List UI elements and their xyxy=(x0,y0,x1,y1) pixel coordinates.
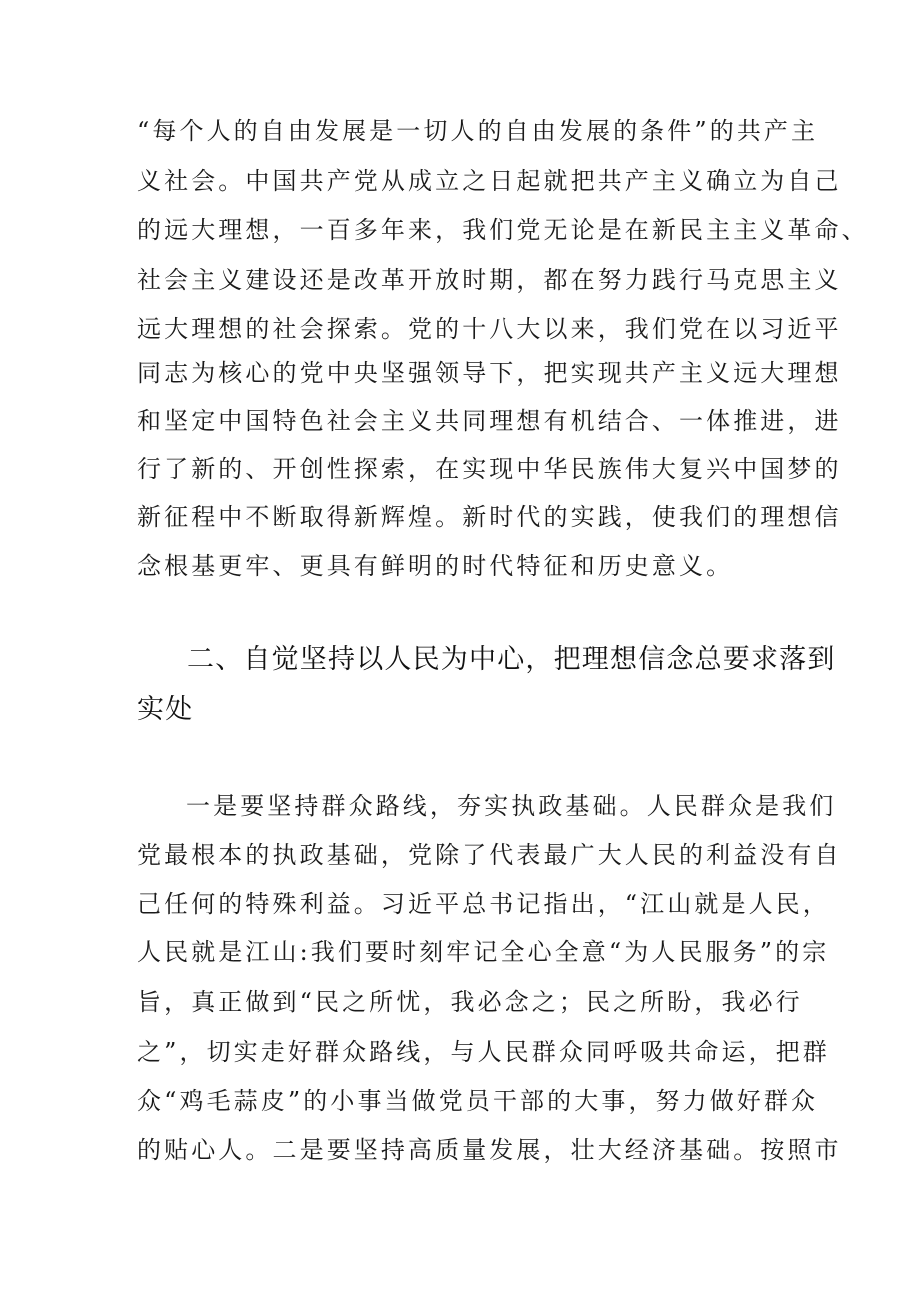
paragraph-line: 党最根本的执政基础，党除了代表最广大人民的利益没有自 xyxy=(137,841,842,869)
section-heading-line-2: 实处 xyxy=(137,694,194,725)
paragraph-line: 新征程中不断取得新辉煌。新时代的实践，使我们的理想信 xyxy=(137,503,842,531)
paragraph-line: 的远大理想，一百多年来，我们党无论是在新民主主义革命、 xyxy=(137,216,869,244)
paragraph-line: 人民就是江山:我们要时刻牢记全心全意“为人民服务”的宗 xyxy=(137,938,830,966)
paragraph-line: 旨，真正做到“民之所忧，我必念之；民之所盼，我必行 xyxy=(137,988,803,1016)
paragraph-line: 众“鸡毛蒜皮”的小事当做党员干部的大事，努力做好群众 xyxy=(137,1087,819,1115)
paragraph-line: 远大理想的社会探索。党的十八大以来，我们党在以习近平 xyxy=(137,315,842,343)
paragraph-line: 行了新的、开创性探索，在实现中华民族伟大复兴中国梦的 xyxy=(137,455,842,483)
paragraph-line: 之”，切实走好群众路线，与人民群众同呼吸共命运，把群 xyxy=(137,1038,830,1066)
paragraph-line: 己任何的特殊利益。习近平总书记指出，“江山就是人民， xyxy=(137,890,830,918)
paragraph-line: “每个人的自由发展是一切人的自由发展的条件”的共产主 xyxy=(137,117,819,145)
paragraph-line: 社会主义建设还是改革开放时期，都在努力践行马克思主义 xyxy=(137,266,842,294)
section-heading-line-1: 二、自觉坚持以人民为中心，把理想信念总要求落到 xyxy=(187,644,836,675)
paragraph-line: 的贴心人。二是要坚持高质量发展，壮大经济基础。按照市 xyxy=(137,1136,842,1164)
paragraph-line: 一是要坚持群众路线，夯实执政基础。人民群众是我们 xyxy=(186,792,837,820)
paragraph-line: 同志为核心的党中央坚强领导下，把实现共产主义远大理想 xyxy=(137,359,842,387)
paragraph-line: 义社会。中国共产党从成立之日起就把共产主义确立为自己 xyxy=(137,167,842,195)
paragraph-line: 念根基更牢、更具有鲜明的时代特征和历史意义。 xyxy=(137,552,734,580)
paragraph-line: 和坚定中国特色社会主义共同理想有机结合、一体推进，进 xyxy=(137,407,842,435)
